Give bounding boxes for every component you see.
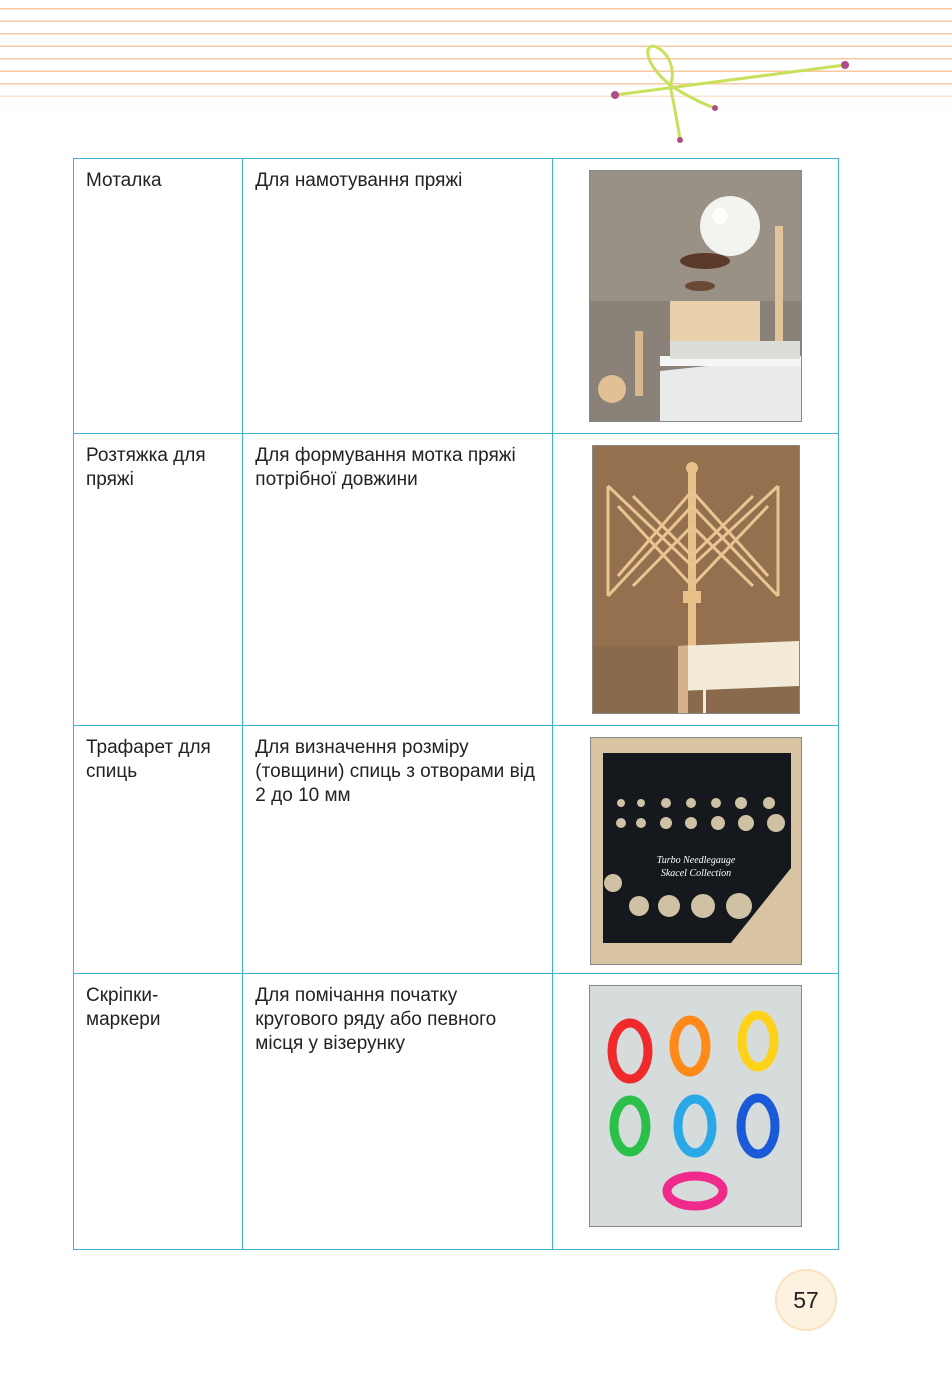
tool-name: Скріпки-маркери [86, 985, 161, 1030]
gauge-label-2: Skacel Collection [660, 868, 731, 879]
page-number-badge [775, 1269, 837, 1331]
tool-purpose-cell [243, 434, 553, 726]
tool-purpose-cell [243, 974, 553, 1250]
table-row [74, 434, 839, 726]
tool-photo-cell [553, 159, 839, 434]
tools-table [73, 158, 839, 1250]
tool-purpose: Для намотування пряжі [255, 170, 463, 191]
page-number: 57 [775, 1269, 837, 1331]
tool-purpose: Для помічання початку кругового ряду або певного місця у візерунку [255, 985, 497, 1054]
table-row [74, 726, 839, 974]
tool-photo-cell [553, 434, 839, 726]
stitch-markers-photo [589, 985, 802, 1227]
needle-gauge-photo [590, 737, 802, 965]
tool-purpose-cell [243, 159, 553, 434]
tool-name-cell [74, 726, 243, 974]
gauge-label-1: Turbo Needlegauge [656, 855, 735, 866]
tool-name-cell [74, 434, 243, 726]
tool-photo-cell [553, 726, 839, 974]
tool-photo-cell [553, 974, 839, 1250]
yarn-swift-photo [592, 445, 800, 714]
tool-name: Моталка [86, 170, 162, 191]
tool-name: Трафарет для спиць [86, 737, 211, 782]
table-row [74, 974, 839, 1250]
table-row [74, 159, 839, 434]
tool-purpose: Для формування мотка пряжі потрібної довжини [255, 445, 516, 490]
ribbon-bow-decoration [600, 40, 860, 150]
tool-name-cell [74, 159, 243, 434]
tool-purpose: Для визначення розміру (товщини) спиць з отворами від 2 до 10 мм [255, 737, 535, 806]
yarn-winder-photo [589, 170, 802, 422]
tool-name-cell [74, 974, 243, 1250]
tool-name: Розтяжка для пряжі [86, 445, 206, 490]
tool-purpose-cell [243, 726, 553, 974]
